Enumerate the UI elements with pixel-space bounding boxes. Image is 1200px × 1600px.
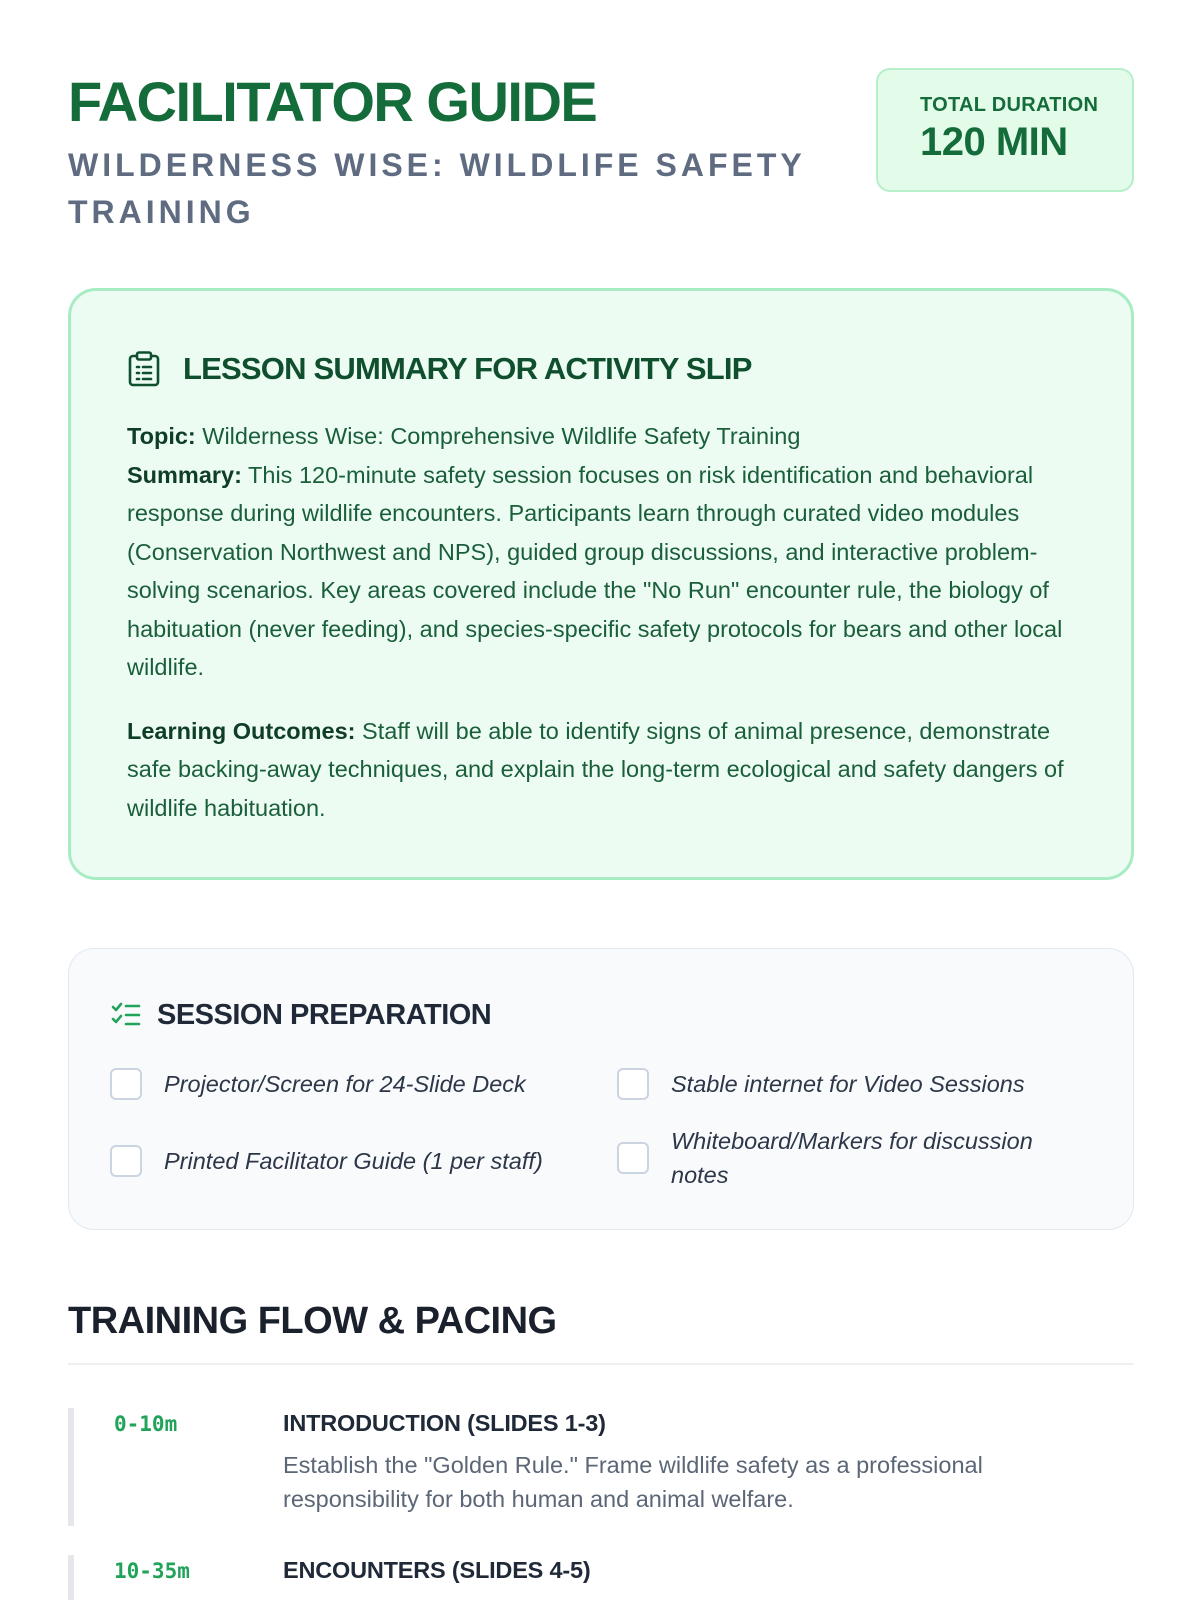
page-title: FACILITATOR GUIDE [68, 70, 597, 133]
lesson-summary-title: LESSON SUMMARY FOR ACTIVITY SLIP [183, 351, 752, 386]
facilitator-guide-page [68, 0, 1134, 1600]
session-preparation-header [111, 997, 491, 1033]
prep-checkbox[interactable] [617, 1142, 649, 1174]
learning-outcomes-paragraph [127, 712, 1087, 828]
outcomes-label: Learning Outcomes: [127, 717, 356, 744]
prep-item-internet[interactable] [617, 1067, 1087, 1101]
prep-item-label: Projector/Screen for 24-Slide Deck [164, 1071, 526, 1097]
flow-row-introduction [68, 1408, 1134, 1526]
prep-item-whiteboard[interactable] [617, 1124, 1077, 1192]
prep-item-label: Whiteboard/Markers for discussion notes [671, 1128, 1033, 1188]
flow-heading: ENCOUNTERS (SLIDES 4-5) [283, 1557, 591, 1583]
flow-description: Establish the "Golden Rule." Frame wildlife safety as a professional responsibility for both human and animal welfare. [283, 1452, 983, 1512]
clipboard-icon [127, 351, 161, 387]
prep-item-projector[interactable] [110, 1067, 570, 1101]
flow-time: 10-35m [114, 1559, 190, 1583]
topic-text: Wilderness Wise: Comprehensive Wildlife Safety Training [195, 423, 801, 449]
prep-checkbox[interactable] [110, 1068, 142, 1100]
prep-checkbox[interactable] [110, 1145, 142, 1177]
section-divider [68, 1363, 1134, 1365]
flow-time: 0-10m [114, 1412, 178, 1436]
outcomes-text: Staff will be able to identify signs of animal presence, demonstrate safe backing-away techniques, and explain the long-term ecological and safety dangers of wildlife habituation. [127, 717, 1064, 821]
guide-header [68, 72, 1134, 242]
prep-item-label: Printed Facilitator Guide (1 per staff) [164, 1148, 543, 1174]
duration-value: 120 MIN [920, 120, 1068, 164]
total-duration-badge [876, 68, 1134, 192]
checklist-icon [111, 1002, 141, 1028]
summary-text: This 120-minute safety session focuses on risk identification and behavioral response during wildlife encounters. Participants learn through curated video modules (Conservation Northwest and NPS), guided group discussions, and interactive problem-solving scenarios. Key areas covered include the "No Run" encounter rule, the biology of habituation (never feeding), and species-specific safety protocols for bears and other local wildlife. [127, 461, 1063, 680]
prep-item-label: Stable internet for Video Sessions [671, 1071, 1025, 1097]
topic-label: Topic: [127, 423, 196, 449]
training-flow-title: TRAINING FLOW & PACING [68, 1300, 557, 1342]
flow-row-encounters [68, 1555, 1134, 1600]
duration-label: TOTAL DURATION [920, 94, 1099, 116]
prep-checkbox[interactable] [617, 1068, 649, 1100]
session-preparation-title: SESSION PREPARATION [157, 998, 492, 1031]
session-preparation-card [68, 948, 1134, 1230]
page-subtitle: WILDERNESS WISE: WILDLIFE SAFETY TRAINING [68, 147, 806, 230]
lesson-summary-body [127, 417, 1087, 827]
prep-item-printed-guide[interactable] [110, 1144, 580, 1178]
flow-heading: INTRODUCTION (SLIDES 1-3) [283, 1410, 606, 1436]
lesson-summary-card [68, 288, 1134, 880]
summary-topic-paragraph [127, 417, 1087, 687]
lesson-summary-header [127, 349, 752, 389]
summary-label: Summary: [127, 461, 242, 488]
